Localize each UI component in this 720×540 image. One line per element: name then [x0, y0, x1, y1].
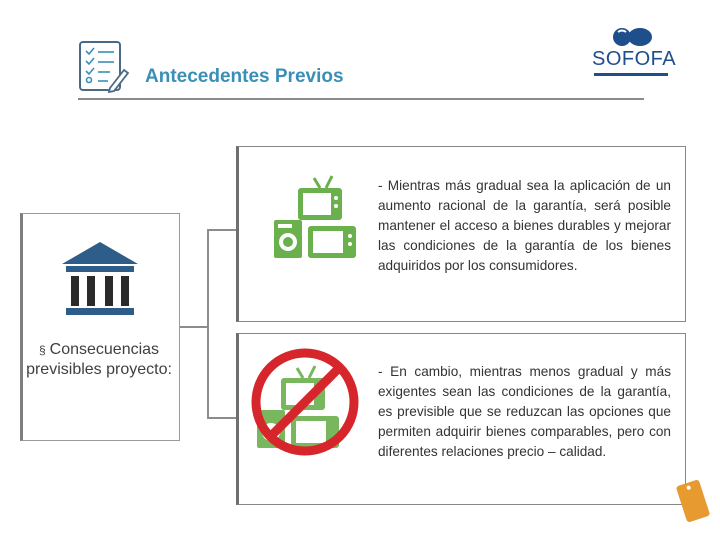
bullet-marker: §: [38, 343, 46, 357]
appliances-icon: [270, 174, 360, 262]
left-panel-text: [24, 340, 174, 379]
bank-icon: [58, 238, 142, 320]
connector-bottom: [207, 417, 237, 419]
connector-left: [176, 326, 208, 328]
page-title: Antecedentes Previos: [145, 66, 344, 87]
sofofa-logo: [590, 26, 677, 78]
card-text-gradual: - Mientras más gradual sea la aplicación de un aumento racional de la garantía, será posible mantener el acceso a bienes durables y mejorar las condiciones de la garantía de los bienes adquiridos por los consumidores.: [378, 178, 671, 273]
title-divider: [78, 98, 644, 100]
prohibited-appliances-icon: [249, 346, 361, 458]
logo-text: SOFOFA: [592, 48, 677, 70]
price-tag-icon: [676, 479, 711, 523]
connector-top: [207, 229, 237, 231]
checklist-icon: [76, 40, 132, 94]
card-text-strict: - En cambio, mientras menos gradual y más exigentes sean las condiciones de la garantía, es previsible que se reduzcan las opciones que permiten adquirir bienes comparables, pero con diferentes relaciones precio – calidad.: [378, 364, 671, 459]
connector-vertical: [207, 229, 209, 418]
consequences-label: Consecuencias previsibles proyecto:: [26, 341, 172, 378]
